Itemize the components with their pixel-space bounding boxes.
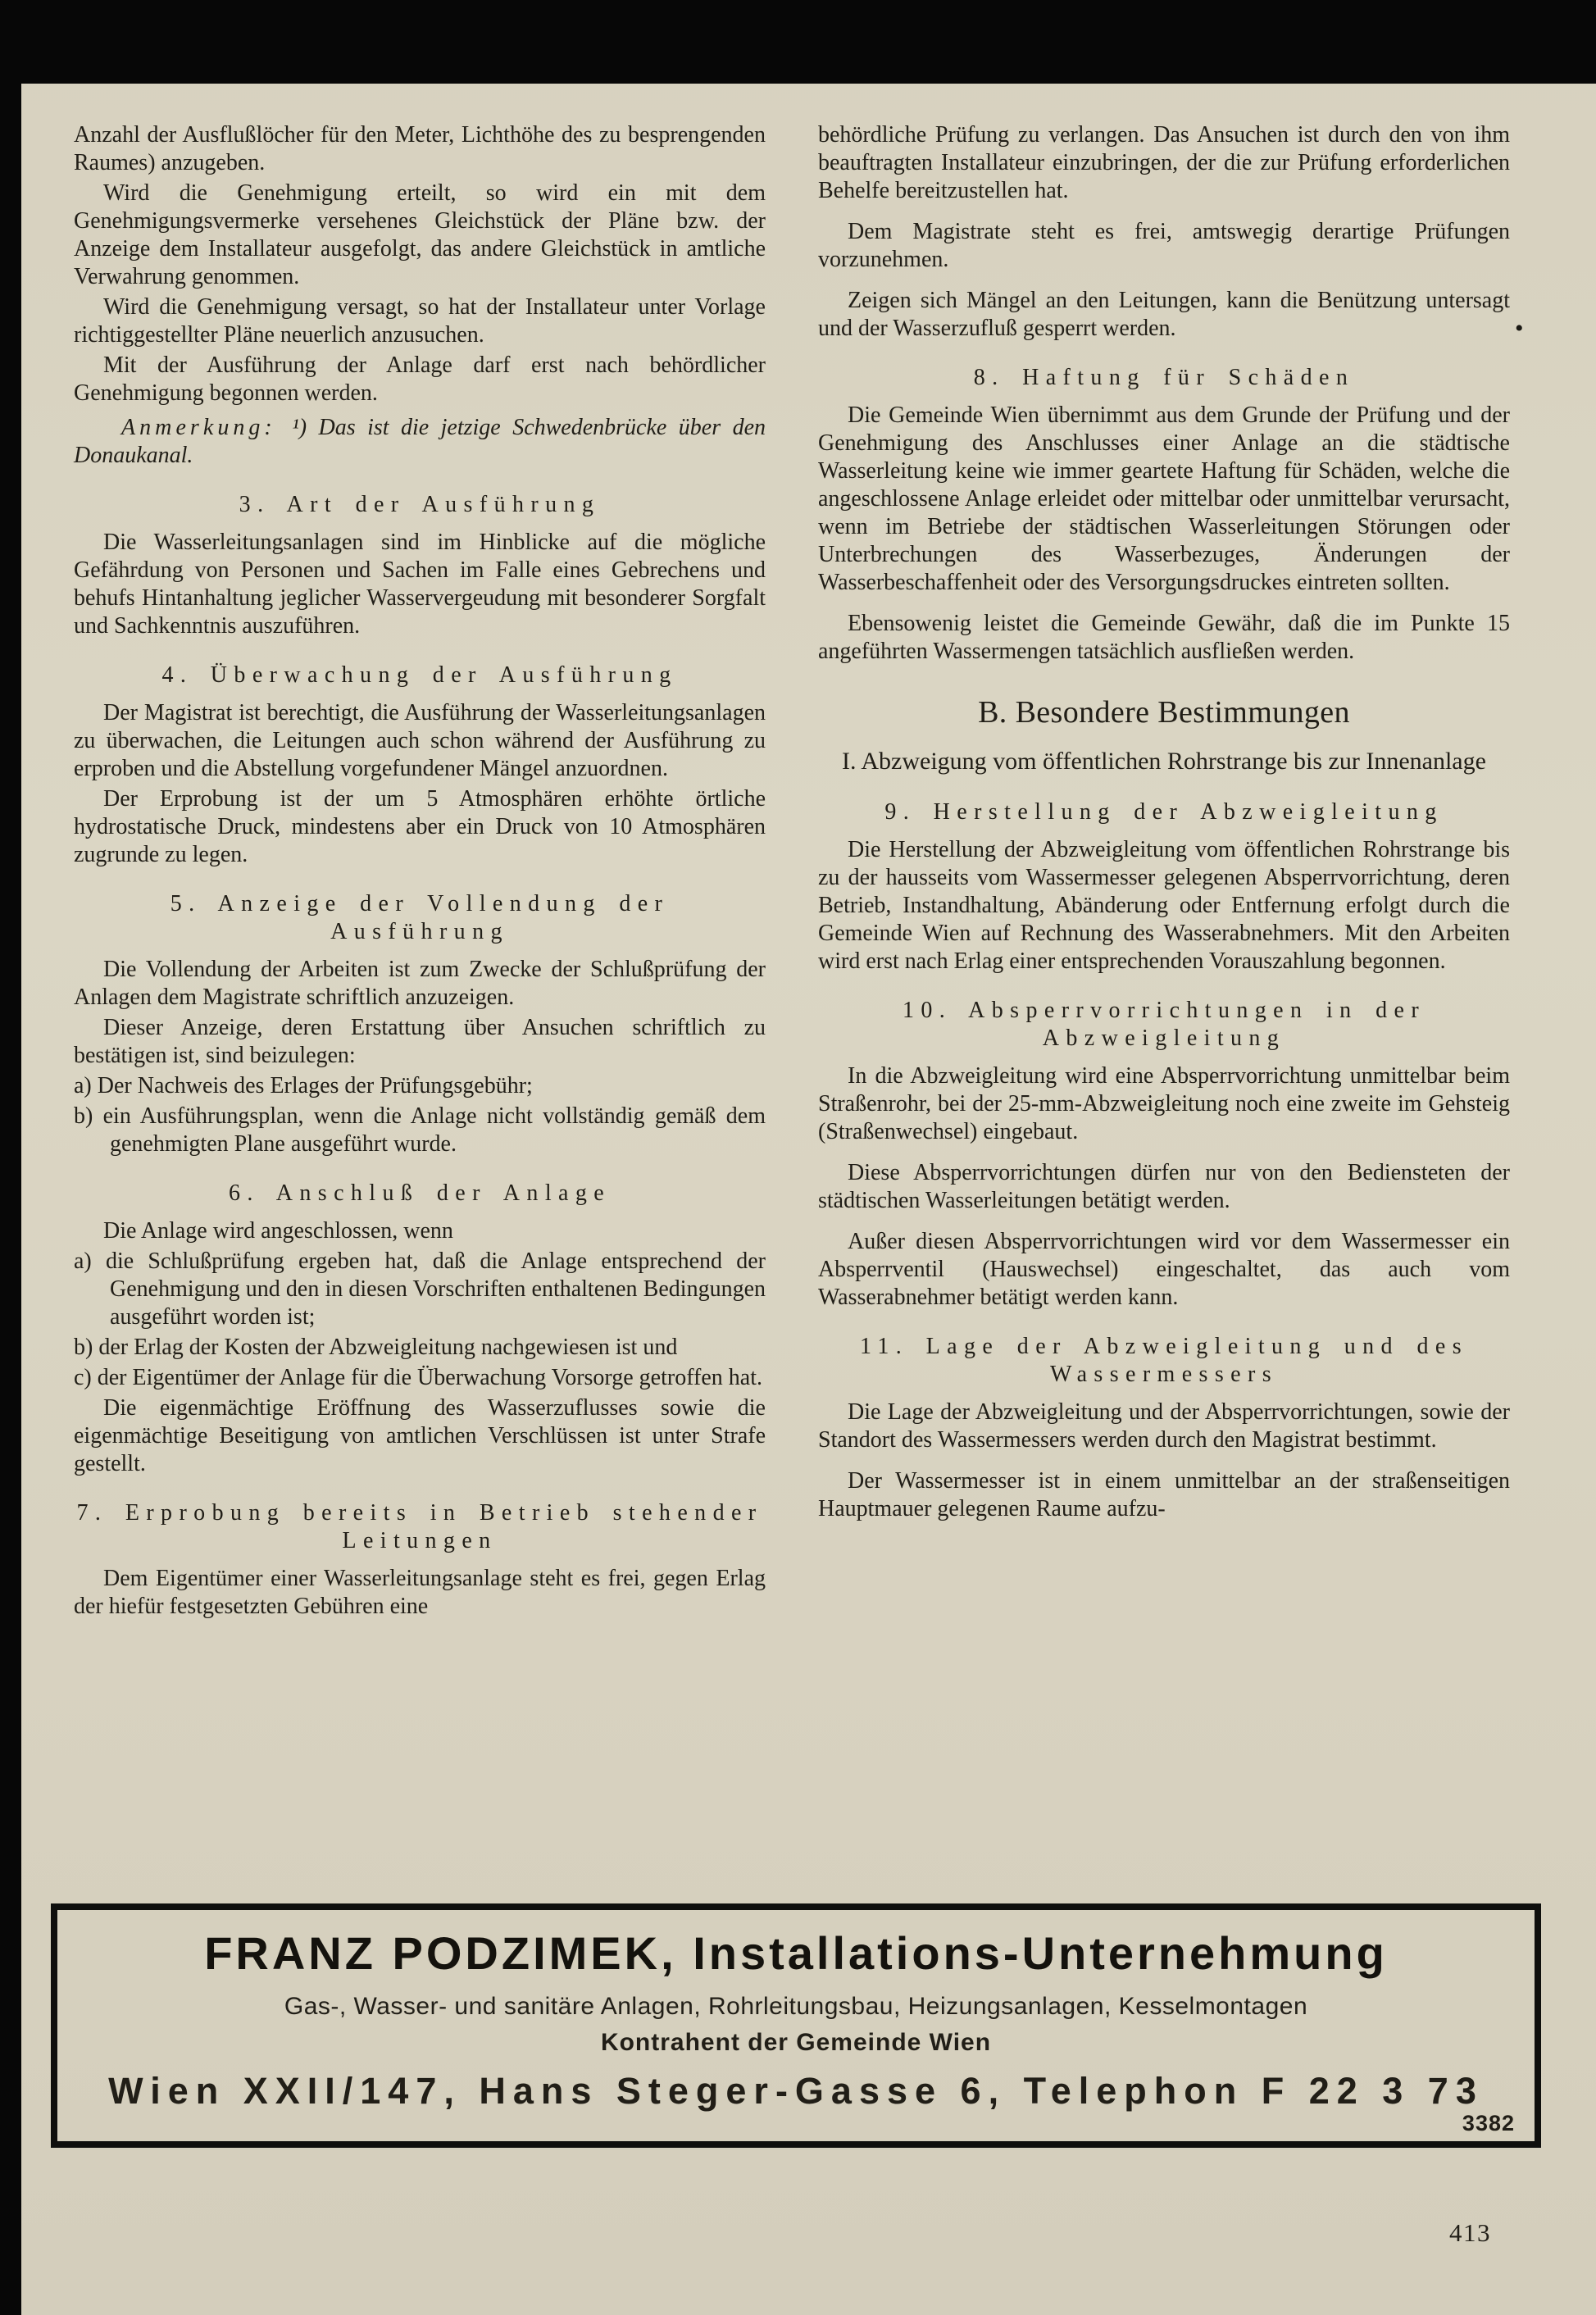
ad-services-line: Gas-, Wasser- und sanitäre Anlagen, Rohrleitungsbau, Heizungsanlagen, Kesselmontagen xyxy=(284,1993,1308,2020)
footnote: Anmerkung: ¹) Das ist die jetzige Schwedenbrücke über den Donaukanal. xyxy=(74,415,766,468)
paragraph: Die eigenmächtige Eröffnung des Wasserzuflusses sowie die eigenmächtige Beseitigung von amtlichen Verschlüssen ist unter Strafe gestellt. xyxy=(74,1395,766,1476)
section-heading: 10. Absperrvorrichtungen in der Abzweigleitung xyxy=(902,998,1426,1051)
section-heading: 7. Erprobung bereits in Betrieb stehender Leitungen xyxy=(76,1500,763,1553)
list-item: c) der Eigentümer der Anlage für die Überwachung Vorsorge getroffen hat. xyxy=(74,1365,762,1390)
ad-address-line: Wien XXII/147, Hans Steger-Gasse 6, Telephon F 22 3 73 xyxy=(108,2070,1484,2112)
paragraph: Dem Eigentümer einer Wasserleitungsanlage steht es frei, gegen Erlag der hiefür festgesetzten Gebühren eine xyxy=(74,1566,766,1619)
paragraph: Die Vollendung der Arbeiten ist zum Zwecke der Schlußprüfung der Anlagen dem Magistrate schriftlich anzuzeigen. xyxy=(74,957,766,1010)
paragraph: Die Anlage wird angeschlossen, wenn xyxy=(103,1218,453,1244)
ad-print-code: 3382 xyxy=(1462,2111,1515,2135)
scan-edge-left xyxy=(0,0,21,2315)
page-content xyxy=(74,121,1510,1623)
paragraph: Wird die Genehmigung versagt, so hat der Installateur unter Vorlage richtiggestellter Pläne neuerlich anzusuchen. xyxy=(74,294,766,348)
footnote-label: Anmerkung: xyxy=(121,415,293,440)
paragraph: Der Magistrat ist berechtigt, die Ausführung der Wasserleitungsanlagen zu überwachen, die Leitungen auch schon während der Ausführung zu erproben und die Abstellung vorgefundener Mängel anzuordnen. xyxy=(74,700,766,781)
list-item: b) der Erlag der Kosten der Abzweigleitung nachgewiesen ist und xyxy=(74,1335,678,1360)
part-title: B. Besondere Bestimmungen xyxy=(978,695,1350,730)
paragraph: behördliche Prüfung zu verlangen. Das Ansuchen ist durch den von ihm beauftragten Installateur einzubringen, der die zur Prüfung erforderlichen Behelfe bereitzustellen hat. xyxy=(818,122,1510,203)
section-heading: 3. Art der Ausführung xyxy=(239,492,601,517)
paragraph: Anzahl der Ausflußlöcher für den Meter, Lichthöhe des zu besprengenden Raumes) anzugeben. xyxy=(74,122,766,175)
section-heading: 4. Überwachung der Ausführung xyxy=(161,662,678,688)
page-number: 413 xyxy=(1449,2218,1491,2247)
paragraph: Wird die Genehmigung erteilt, so wird ein mit dem Genehmigungsvermerke versehenes Gleichstück der Pläne bzw. der Anzeige dem Installateur ausgefolgt, das andere Gleichstück in amtliche Verwahrung genommen. xyxy=(74,180,766,289)
section-heading: 9. Herstellung der Abzweigleitung xyxy=(884,799,1444,825)
list-item: a) die Schlußprüfung ergeben hat, daß die Anlage entsprechend der Genehmigung und den in diesen Vorschriften enthaltenen Bedingungen ausgeführt worden ist; xyxy=(74,1248,766,1330)
section-heading: 5. Anzeige der Vollendung der Ausführung xyxy=(170,891,670,944)
paragraph: Die Wasserleitungsanlagen sind im Hinblicke auf die mögliche Gefährdung von Personen und Sachen im Falle eines Gebrechens und behufs Hintanhaltung jeglicher Wasservergeudung mit besonderer Sorgfalt und Sachkenntnis auszuführen. xyxy=(74,530,766,639)
paragraph: Der Erprobung ist der um 5 Atmosphären erhöhte örtliche hydrostatische Druck, mindestens aber ein Druck von 10 Atmosphären zugrunde zu legen. xyxy=(74,786,766,867)
paragraph: Diese Absperrvorrichtungen dürfen nur von den Bediensteten der städtischen Wasserleitungen betätigt werden. xyxy=(818,1160,1510,1213)
ad-company-name: FRANZ PODZIMEK, Installations-Unternehmung xyxy=(204,1927,1388,1979)
paragraph: Mit der Ausführung der Anlage darf erst nach behördlicher Genehmigung begonnen werden. xyxy=(74,352,766,406)
list-item: a) Der Nachweis des Erlages der Prüfungsgebühr; xyxy=(74,1073,533,1098)
advertisement xyxy=(51,1903,1541,2148)
left-column xyxy=(74,121,766,1623)
paragraph: Zeigen sich Mängel an den Leitungen, kann die Benützung untersagt und der Wasserzufluß gesperrt werden. xyxy=(818,288,1510,341)
paragraph: Die Herstellung der Abzweigleitung vom öffentlichen Rohrstrange bis zu der hausseits vom Wassermesser gelegenen Absperrvorrichtung, deren Betrieb, Instandhaltung, Abänderung oder Entfernung erfolgt durch die Gemeinde Wien auf Rechnung des Wasserabnehmers. Mit den Arbeiten wird erst nach Erlag einer entsprechenden Vorauszahlung begonnen. xyxy=(818,837,1510,974)
margin-mark: • xyxy=(1515,315,1524,342)
paragraph: Die Lage der Abzweigleitung und der Absperrvorrichtungen, sowie der Standort des Wassermessers werden durch den Magistrat bestimmt. xyxy=(818,1399,1510,1453)
right-column xyxy=(818,121,1510,1623)
list-item: b) ein Ausführungsplan, wenn die Anlage nicht vollständig gemäß dem genehmigten Plane ausgeführt wurde. xyxy=(74,1103,766,1157)
paragraph: Außer diesen Absperrvorrichtungen wird vor dem Wassermesser ein Absperrventil (Hauswechsel) eingeschaltet, das auch vom Wasserabnehmer betätigt werden kann. xyxy=(818,1229,1510,1310)
section-heading: 6. Anschluß der Anlage xyxy=(228,1180,612,1206)
paragraph: Dieser Anzeige, deren Erstattung über Ansuchen schriftlich zu bestätigen ist, sind beizulegen: xyxy=(74,1015,766,1068)
section-heading: 11. Lage der Abzweigleitung und des Wassermessers xyxy=(859,1334,1469,1387)
paragraph: Der Wassermesser ist in einem unmittelbar an der straßenseitigen Hauptmauer gelegenen Raume aufzu- xyxy=(818,1468,1510,1521)
paragraph: Ebensowenig leistet die Gemeinde Gewähr, daß die im Punkte 15 angeführten Wassermengen tatsächlich ausfließen werden. xyxy=(818,611,1510,664)
paragraph: Die Gemeinde Wien übernimmt aus dem Grunde der Prüfung und der Genehmigung des Anschlusses einer Anlage an die städtische Wasserleitung keine wie immer geartete Haftung für Schäden, welche die angeschlossene Anlage erleidet oder mittelbar oder unmittelbar verursacht, wenn im Betriebe der städtischen Wasserleitungen Störungen oder Unterbrechungen des Wasserbezuges, Änderungen der Wasserbeschaffenheit oder des Versorgungsdruckes eintreten sollten. xyxy=(818,403,1510,595)
chapter-heading: I. Abzweigung vom öffentlichen Rohrstrange bis zur Innenanlage xyxy=(842,748,1486,775)
paragraph: Dem Magistrate steht es frei, amtswegig derartige Prüfungen vorzunehmen. xyxy=(818,219,1510,272)
paragraph: In die Abzweigleitung wird eine Absperrvorrichtung unmittelbar beim Straßenrohr, bei der 25-mm-Abzweigleitung noch eine zweite im Gehsteig (Straßenwechsel) eingebaut. xyxy=(818,1063,1510,1144)
section-heading: 8. Haftung für Schäden xyxy=(973,365,1355,390)
scan-edge-top xyxy=(0,0,1596,84)
ad-subtitle: Kontrahent der Gemeinde Wien xyxy=(600,2029,992,2056)
